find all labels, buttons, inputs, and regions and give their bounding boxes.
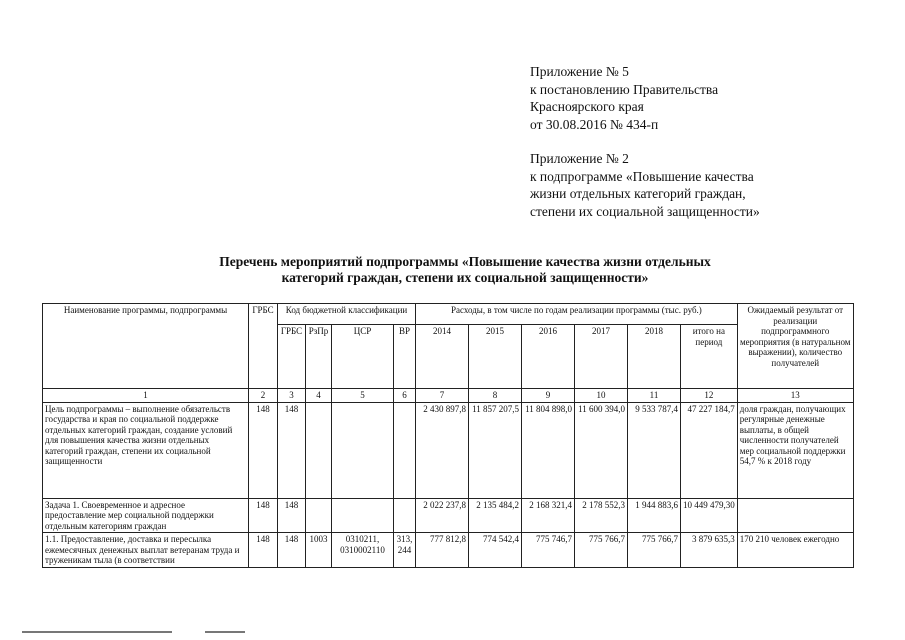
appendix2-line1: Приложение № 2 xyxy=(530,151,629,166)
row-name: Цель подпрограммы – выполнение обязательств государства и края по социальной поддержке отдельных категорий граждан, создание условий для повышения качества жизни отдельных категорий граждан, степени их социальной защищенности xyxy=(43,402,249,498)
title-line2: категорий граждан, степени их социальной защищенности» xyxy=(281,270,649,285)
title-line1: Перечень мероприятий подпрограммы «Повышение качества жизни отдельных xyxy=(219,254,711,269)
row-rzpr xyxy=(306,402,332,498)
column-number: 6 xyxy=(394,389,416,403)
scan-edge-mark xyxy=(205,631,245,633)
row-grbs-sub: 148 xyxy=(278,402,306,498)
row-2018: 1 944 883,6 xyxy=(628,498,681,533)
row-result: 170 210 человек ежегодно xyxy=(737,533,853,568)
row-2018: 775 766,7 xyxy=(628,533,681,568)
row-vr: 313, 244 xyxy=(394,533,416,568)
row-2016: 11 804 898,0 xyxy=(522,402,575,498)
row-total: 3 879 635,3 xyxy=(681,533,738,568)
appendix5-line1: Приложение № 5 xyxy=(530,64,629,79)
appendix2-line4: степени их социальной защищенности» xyxy=(530,203,760,219)
column-number: 13 xyxy=(737,389,853,403)
column-number: 3 xyxy=(278,389,306,403)
row-grbs: 148 xyxy=(249,533,278,568)
row-2017: 2 178 552,3 xyxy=(575,498,628,533)
column-number: 2 xyxy=(249,389,278,403)
header-budget-code: Код бюджетной классификации xyxy=(278,304,416,325)
header-total: итого на период xyxy=(681,325,738,389)
scan-edge-mark xyxy=(22,631,172,633)
header-expenses: Расходы, в том числе по годам реализации программы (тыс. руб.) xyxy=(416,304,738,325)
column-number: 7 xyxy=(416,389,469,403)
appendix5-line3: Красноярского края xyxy=(530,99,644,114)
table-row xyxy=(43,533,854,568)
header-rzpr: РзПр xyxy=(306,325,332,389)
header-csr: ЦСР xyxy=(332,325,394,389)
header-2016: 2016 xyxy=(522,325,575,389)
row-total: 47 227 184,7 xyxy=(681,402,738,498)
row-csr: 0310211, 0310002110 xyxy=(332,533,394,568)
row-2015: 11 857 207,5 xyxy=(469,402,522,498)
row-name: Задача 1. Своевременное и адресное предоставление мер социальной поддержки отдельным категориям граждан xyxy=(43,498,249,533)
row-2018: 9 533 787,4 xyxy=(628,402,681,498)
row-2015: 2 135 484,2 xyxy=(469,498,522,533)
row-result xyxy=(737,498,853,533)
row-result: доля граждан, получающих регулярные денежные выплаты, в общей численности получателей мер социальной поддержки 54,7 % к 2018 году xyxy=(737,402,853,498)
appendix-header xyxy=(530,63,860,220)
column-number-row xyxy=(43,389,854,403)
row-rzpr: 1003 xyxy=(306,533,332,568)
row-2014: 2 022 237,8 xyxy=(416,498,469,533)
column-number: 10 xyxy=(575,389,628,403)
row-grbs-sub: 148 xyxy=(278,533,306,568)
header-row-1 xyxy=(43,304,854,325)
row-2016: 2 168 321,4 xyxy=(522,498,575,533)
header-vr: ВР xyxy=(394,325,416,389)
header-name: Наименование программы, подпрограммы xyxy=(43,304,249,389)
header-spacer xyxy=(530,133,860,150)
row-2017: 11 600 394,0 xyxy=(575,402,628,498)
header-2017: 2017 xyxy=(575,325,628,389)
appendix5-line4: от 30.08.2016 № 434-п xyxy=(530,116,659,132)
column-number: 5 xyxy=(332,389,394,403)
row-name: 1.1. Предоставление, доставка и пересылка ежемесячных денежных выплат ветеранам труда и труженикам тыла (в соответствии xyxy=(43,533,249,568)
column-number: 4 xyxy=(306,389,332,403)
row-2014: 777 812,8 xyxy=(416,533,469,568)
column-number: 12 xyxy=(681,389,738,403)
document-title xyxy=(150,254,780,286)
header-2018: 2018 xyxy=(628,325,681,389)
header-result: Ожидаемый результат от реализации подпрограммного мероприятия (в натуральном выражении), количество получателей xyxy=(737,304,853,389)
row-rzpr xyxy=(306,498,332,533)
row-2015: 774 542,4 xyxy=(469,533,522,568)
row-2014: 2 430 897,8 xyxy=(416,402,469,498)
row-grbs: 148 xyxy=(249,402,278,498)
column-number: 1 xyxy=(43,389,249,403)
measures-table xyxy=(42,303,854,568)
row-vr xyxy=(394,498,416,533)
row-total: 10 449 479,30 xyxy=(681,498,738,533)
header-grbs-sub: ГРБС xyxy=(278,325,306,389)
appendix5-line2: к постановлению Правительства xyxy=(530,81,719,97)
row-grbs-sub: 148 xyxy=(278,498,306,533)
table-row xyxy=(43,402,854,498)
header-grbs: ГРБС xyxy=(249,304,278,389)
row-vr xyxy=(394,402,416,498)
row-csr xyxy=(332,402,394,498)
row-2016: 775 746,7 xyxy=(522,533,575,568)
row-csr xyxy=(332,498,394,533)
table-row xyxy=(43,498,854,533)
row-2017: 775 766,7 xyxy=(575,533,628,568)
appendix2-line2: к подпрограмме «Повышение качества xyxy=(530,168,754,184)
column-number: 11 xyxy=(628,389,681,403)
column-number: 8 xyxy=(469,389,522,403)
column-number: 9 xyxy=(522,389,575,403)
header-2014: 2014 xyxy=(416,325,469,389)
appendix2-line3: жизни отдельных категорий граждан, xyxy=(530,186,746,201)
row-grbs: 148 xyxy=(249,498,278,533)
header-2015: 2015 xyxy=(469,325,522,389)
